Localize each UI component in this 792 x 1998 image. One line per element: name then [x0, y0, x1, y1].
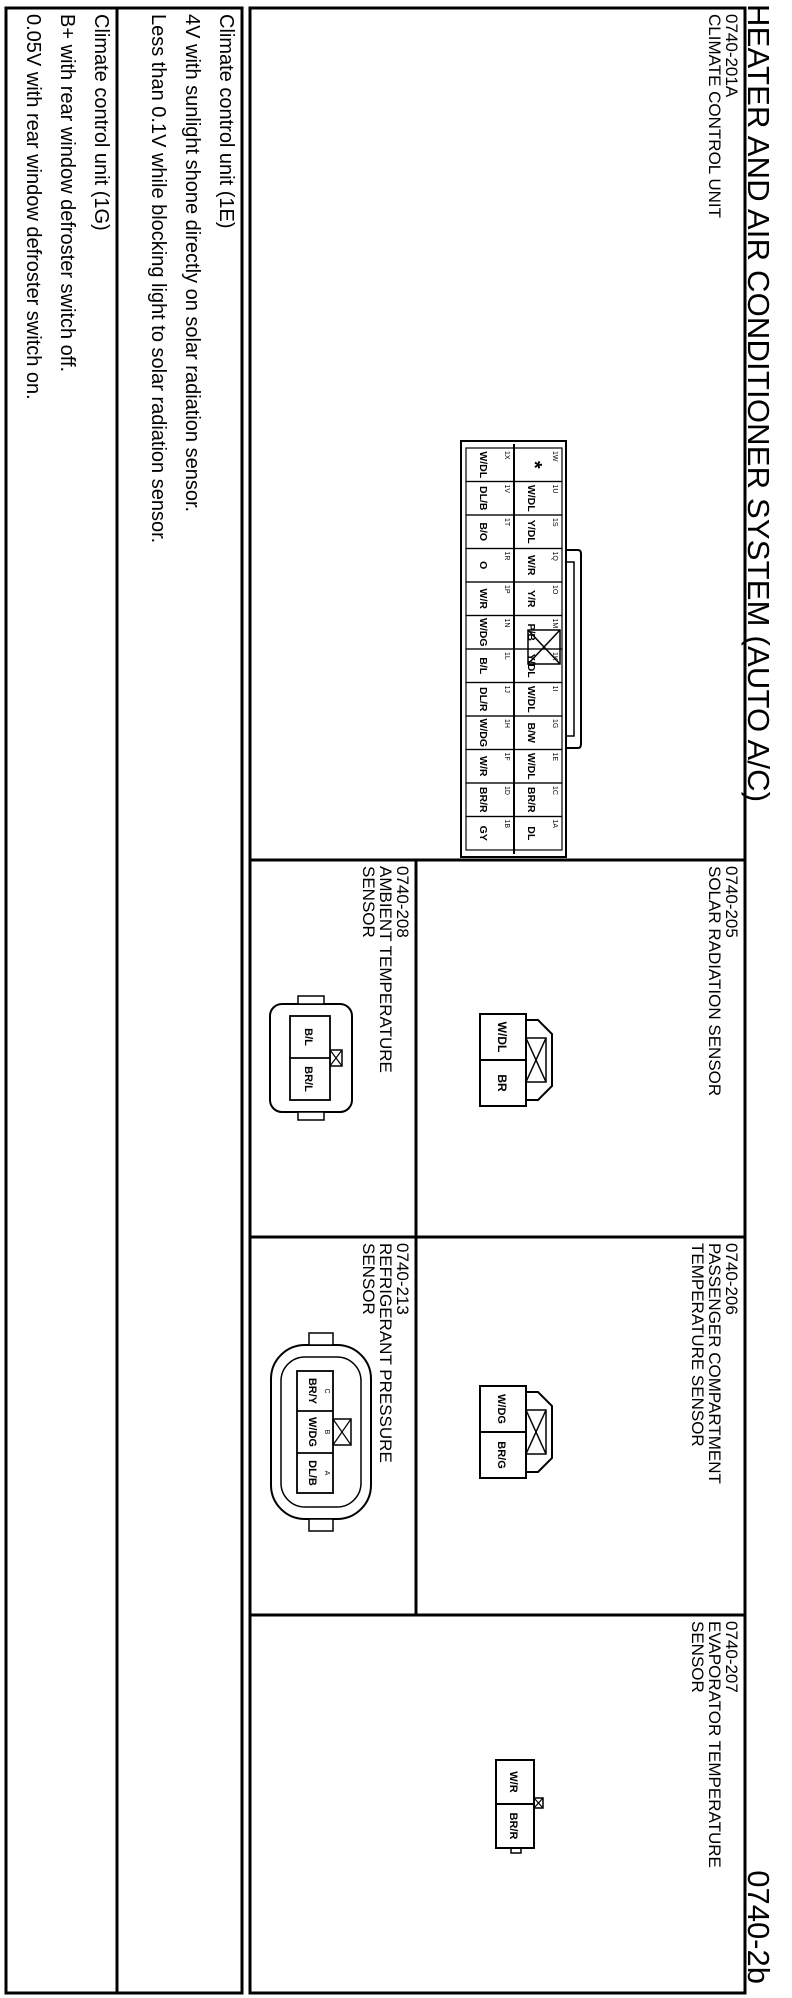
ccu-pin-number: 1E	[551, 752, 558, 762]
refrigerant-pin-b-wire: W/DG	[306, 1417, 318, 1447]
ccu-pin-number: 1U	[551, 484, 558, 494]
ccu-pin-number: 1P	[503, 585, 510, 594]
evaporator-name-line1: EVAPORATOR TEMPERATURE	[705, 1621, 724, 1868]
note-1-heading: Climate control unit (1E)	[215, 14, 237, 229]
evaporator-name-line2: SENSOR	[688, 1621, 707, 1693]
ccu-pin-number: 1L	[503, 652, 510, 660]
page-number: 0740-2b	[741, 1870, 776, 1984]
ccu-pin-number: 1M	[551, 618, 558, 629]
ambient-name-line1: AMBIENT TEMPERATURE	[376, 866, 395, 1073]
solar-pin-1: W/DL	[495, 1021, 509, 1053]
note-2-line-1: B+ with rear window defroster switch off.	[56, 14, 78, 373]
ccu-pin-wire: DL/B	[477, 486, 489, 511]
evaporator-code: 0740-207	[722, 1621, 741, 1693]
ccu-pin-number: 1Q	[551, 551, 558, 561]
ccu-pin-wire: DL/R	[477, 687, 489, 712]
ccu-pin-wire: W/DG	[477, 718, 489, 748]
ccu-pin-wire: B/O	[477, 522, 489, 542]
ccu-pin-wire: W/R	[525, 555, 537, 576]
note-1-line-2: Less than 0.1V while blocking light to solar radiation sensor.	[147, 14, 169, 544]
ambient-code: 0740-208	[393, 866, 412, 938]
ccu-pin-number: 1W	[551, 451, 558, 462]
ccu-pin-wire: Y/R	[525, 589, 537, 608]
ccu-pin-wire: BR/R	[525, 786, 537, 813]
ambient-pin-2: BR/L	[302, 1066, 314, 1092]
refrigerant-pin-a-number: A	[323, 1470, 330, 1476]
solar-code: 0740-205	[722, 866, 741, 938]
note-2-line-2: 0.05V with rear window defroster switch on.	[22, 14, 44, 400]
ccu-pin-number: 1S	[551, 518, 558, 527]
ccu-pin-wire: B/W	[525, 722, 537, 743]
ambient-name-line2: SENSOR	[359, 866, 378, 938]
note-2-heading: Climate control unit (1G)	[90, 14, 112, 231]
refrigerant-name-line2: SENSOR	[359, 1243, 378, 1315]
ccu-pin-number: 1H	[503, 719, 510, 728]
ccu-pin-wire: DL	[525, 826, 537, 841]
ccu-pin-wire: Y/DL	[525, 653, 537, 678]
ccu-pin-wire: W/DL	[477, 451, 489, 479]
ccu-pin-wire: W/DL	[525, 685, 537, 713]
page-title: HEATER AND AIR CONDITIONER SYSTEM (AUTO A/C)	[741, 4, 776, 803]
ccu-pin-wire: W/DG	[477, 617, 489, 647]
evaporator-pin-1: W/R	[507, 1771, 519, 1793]
passenger-name-line1: PASSENGER COMPARTMENT	[705, 1243, 724, 1484]
solar-name: SOLAR RADIATION SENSOR	[705, 866, 724, 1097]
passenger-pin-1: W/DG	[495, 1394, 507, 1424]
refrigerant-name-line1: REFRIGERANT PRESSURE	[376, 1243, 395, 1463]
ccu-pin-number: 1B	[503, 819, 510, 829]
refrigerant-pin-b-number: B	[323, 1429, 330, 1435]
ccu-name: CLIMATE CONTROL UNIT	[705, 14, 724, 219]
ccu-pin-wire: Y/DL	[525, 519, 537, 544]
refrigerant-pin-c-wire: BR/Y	[306, 1377, 318, 1405]
ccu-pin-number: 1J	[503, 685, 510, 693]
ccu-pin-number: 1O	[551, 585, 558, 595]
ccu-pin-wire: O	[477, 561, 489, 570]
ccu-pin-wire: W/R	[477, 756, 489, 777]
refrigerant-code: 0740-213	[393, 1243, 412, 1315]
climate-control-unit-connector	[442, 440, 582, 860]
passenger-name-line2: TEMPERATURE SENSOR	[688, 1243, 707, 1447]
ccu-pin-wire: BR/R	[477, 786, 489, 813]
ccu-pin-wire: B/L	[477, 657, 489, 675]
ccu-pin-number: 1A	[551, 819, 558, 829]
evaporator-pin-2: BR/R	[507, 1812, 519, 1840]
ccu-pin-wire: W/DL	[525, 752, 537, 780]
solar-pin-2: BR	[495, 1074, 509, 1092]
refrigerant-pin-c-number: C	[323, 1388, 330, 1394]
refrigerant-pressure-connector	[262, 1327, 377, 1537]
evaporator-temperature-connector	[477, 1750, 547, 1860]
ccu-pin-number: 1X	[503, 451, 510, 460]
ccu-pin-number: 1D	[503, 786, 510, 795]
ccu-pin-number: 1K	[551, 652, 558, 661]
ccu-pin-wire: GY	[477, 825, 489, 841]
ambient-pin-1: B/L	[302, 1028, 314, 1046]
ccu-pin-wire: W/R	[477, 588, 489, 609]
ambient-temperature-connector	[257, 990, 362, 1130]
solar-radiation-connector	[462, 1000, 562, 1120]
passenger-code: 0740-206	[722, 1243, 741, 1315]
ccu-pin-wire: *	[523, 460, 545, 469]
ccu-pin-number: 1I	[551, 685, 558, 692]
ccu-pin-number: 1G	[551, 719, 558, 729]
note-1-line-1: 4V with sunlight shone directly on solar radiation sensor.	[181, 14, 203, 513]
ccu-code: 0740-201A	[722, 14, 741, 98]
ccu-pin-number: 1C	[551, 786, 558, 795]
ccu-pin-number: 1N	[503, 618, 510, 628]
ccu-pin-number: 1F	[503, 752, 510, 761]
passenger-pin-2: BR/G	[495, 1441, 507, 1469]
ccu-pin-number: 1R	[503, 551, 510, 561]
ccu-pin-number: 1V	[503, 484, 510, 494]
ccu-pin-number: 1T	[503, 518, 510, 527]
passenger-temperature-connector	[462, 1372, 562, 1492]
ccu-pin-wire: P/B	[525, 623, 537, 642]
refrigerant-pin-a-wire: DL/B	[306, 1460, 318, 1486]
ccu-pin-wire: W/DL	[525, 484, 537, 512]
